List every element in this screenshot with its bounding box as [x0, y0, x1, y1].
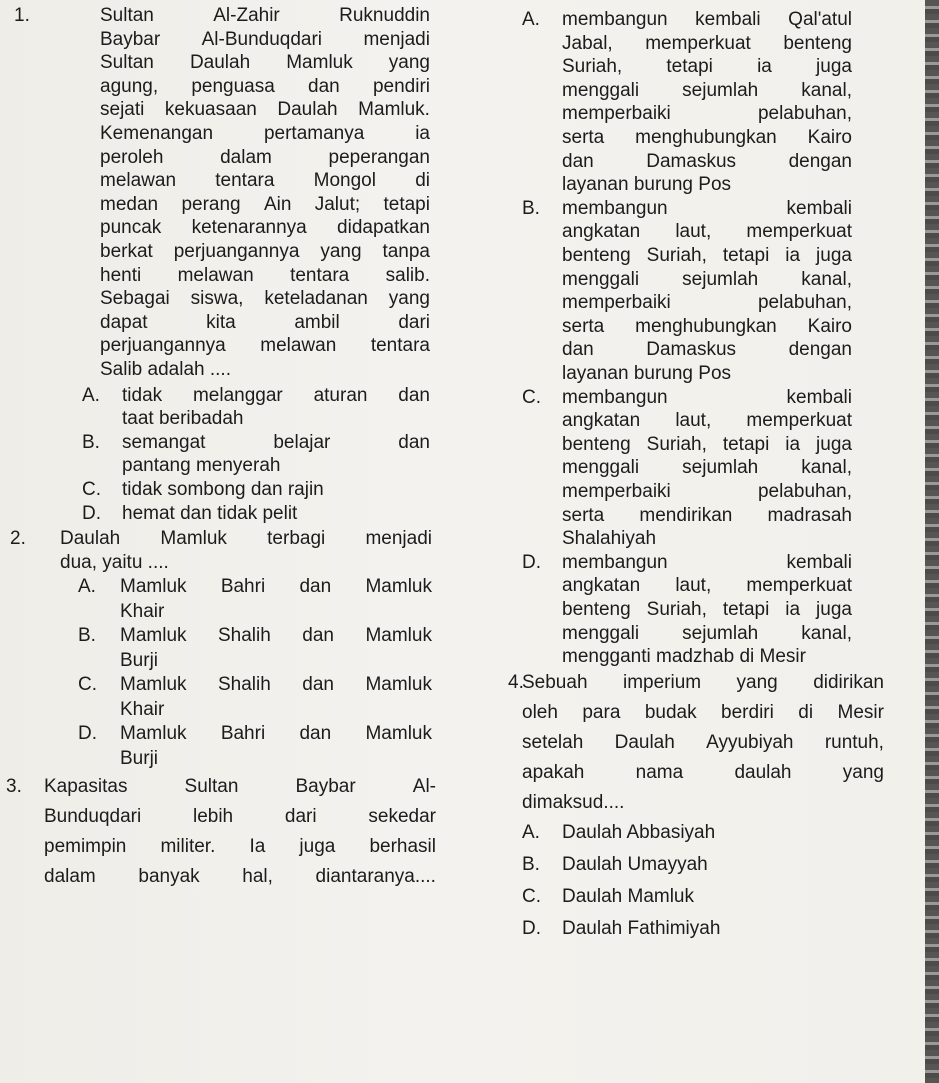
- option-text-line: angkatan laut, memperkuat: [562, 575, 852, 597]
- option-text-line: membangun kembali: [562, 197, 852, 219]
- option-text-line: Daulah Umayyah: [562, 853, 708, 875]
- option-text-line: semangat belajar dan: [122, 431, 430, 453]
- option-text-line: layanan burung Pos: [562, 174, 732, 196]
- option-text-line: memperbaiki pelabuhan,: [562, 103, 852, 125]
- option-text-line: serta menghubungkan Kairo: [562, 315, 852, 337]
- question-text-line: Kemenangan pertamanya ia: [100, 123, 430, 144]
- question-text-line: dapat kita ambil dari: [100, 311, 430, 333]
- option-text-line: Mamluk Shalih dan Mamluk: [120, 674, 432, 696]
- option-text-line: angkatan laut, memperkuat: [562, 221, 852, 243]
- option-text-line: Mamluk Bahri dan Mamluk: [120, 723, 432, 745]
- option-letter: A.: [522, 9, 540, 30]
- option-text-line: benteng Suriah, tetapi ia juga: [562, 599, 852, 620]
- option-letter: C.: [82, 479, 101, 500]
- option-letter: B.: [78, 625, 96, 647]
- option-letter: D.: [522, 917, 541, 939]
- question-text-line: melawan tentara Mongol di: [100, 170, 430, 192]
- question-number: 4.: [508, 671, 524, 693]
- question-text-line: puncak ketenarannya didapatkan: [100, 217, 430, 239]
- option-text-line: menggali sejumlah kanal,: [562, 457, 852, 479]
- option-text-line: pantang menyerah: [122, 455, 281, 477]
- option-text-line: Mamluk Bahri dan Mamluk: [120, 576, 432, 598]
- option-letter: D.: [82, 502, 101, 524]
- option-text-line: tidak melanggar aturan dan: [122, 384, 430, 406]
- option-text-line: membangun kembali: [562, 386, 852, 408]
- question-text-line: peroleh dalam peperangan: [100, 146, 430, 168]
- option-text-line: Burji: [120, 747, 159, 769]
- option-letter: C.: [522, 885, 541, 907]
- question-number: 3.: [6, 776, 22, 798]
- option-text-line: Daulah Abbasiyah: [562, 821, 716, 843]
- question-text-line: Daulah Mamluk terbagi menjadi: [60, 528, 432, 550]
- option-text-line: Khair: [120, 698, 165, 720]
- option-letter: D.: [78, 723, 97, 745]
- option-text-line: Shalahiyah: [562, 528, 657, 550]
- option-text-line: menggali sejumlah kanal,: [562, 622, 852, 644]
- option-letter: C.: [522, 386, 541, 408]
- option-text-line: dan Damaskus dengan: [562, 339, 852, 361]
- question-text-line: Baybar Al-Bunduqdari menjadi: [100, 28, 430, 50]
- option-text-line: mengganti madzhab di Mesir: [562, 646, 806, 668]
- question-number: 1.: [14, 5, 30, 26]
- option-letter: B.: [522, 853, 540, 875]
- question-text-line: Sebagai siswa, keteladanan yang: [100, 288, 430, 310]
- question-text-line: sejati kekuasaan Daulah Mamluk.: [100, 99, 430, 121]
- question-text-line: oleh para budak berdiri di Mesir: [522, 701, 884, 723]
- question-text-line: agung, penguasa dan pendiri: [100, 75, 430, 97]
- option-text-line: Daulah Mamluk: [562, 885, 694, 907]
- question-text-line: perjuangannya melawan tentara: [100, 335, 430, 357]
- option-text-line: Suriah, tetapi ia juga: [562, 56, 852, 78]
- option-text-line: memperbaiki pelabuhan,: [562, 481, 852, 502]
- question-text-line: Sebuah imperium yang didirikan: [522, 671, 884, 693]
- option-text-line: Mamluk Shalih dan Mamluk: [120, 625, 432, 647]
- option-letter: B.: [522, 197, 540, 219]
- question-text-line: berkat perjuangannya yang tanpa: [100, 241, 430, 262]
- question-text-line: dua, yaitu ....: [60, 552, 169, 574]
- option-text-line: tidak sombong dan rajin: [122, 479, 324, 500]
- option-letter: A.: [78, 576, 96, 598]
- option-text-line: hemat dan tidak pelit: [122, 502, 298, 524]
- option-text-line: taat beribadah: [122, 408, 244, 430]
- option-text-line: layanan burung Pos: [562, 363, 732, 384]
- question-number: 2.: [10, 528, 26, 550]
- question-text-line: Sultan Daulah Mamluk yang: [100, 52, 430, 74]
- option-letter: A.: [522, 821, 540, 843]
- option-text-line: benteng Suriah, tetapi ia juga: [562, 245, 852, 266]
- option-text-line: benteng Suriah, tetapi ia juga: [562, 433, 852, 455]
- question-text-line: dalam banyak hal, diantaranya....: [44, 866, 436, 888]
- option-text-line: serta menghubungkan Kairo: [562, 127, 852, 148]
- option-text-line: dan Damaskus dengan: [562, 150, 852, 172]
- question-text-line: apakah nama daulah yang: [522, 761, 884, 783]
- option-letter: A.: [82, 384, 100, 406]
- question-text-line: Sultan Al-Zahir Ruknuddin: [100, 5, 430, 26]
- question-text-line: henti melawan tentara salib.: [100, 264, 430, 286]
- option-letter: D.: [522, 551, 541, 573]
- question-text-line: dimaksud....: [522, 791, 625, 813]
- option-letter: C.: [78, 674, 97, 696]
- option-text-line: angkatan laut, memperkuat: [562, 410, 852, 432]
- option-text-line: membangun kembali: [562, 551, 852, 573]
- option-letter: B.: [82, 431, 100, 453]
- option-text-line: memperbaiki pelabuhan,: [562, 292, 852, 314]
- option-text-line: serta mendirikan madrasah: [562, 504, 852, 526]
- question-text-line: Salib adalah ....: [100, 359, 231, 380]
- option-text-line: Jabal, memperkuat benteng: [562, 32, 852, 54]
- question-text-line: Kapasitas Sultan Baybar Al-: [44, 776, 436, 798]
- question-text-line: setelah Daulah Ayyubiyah runtuh,: [522, 731, 884, 753]
- option-text-line: menggali sejumlah kanal,: [562, 79, 852, 101]
- option-text-line: Khair: [120, 600, 165, 622]
- question-text-line: pemimpin militer. Ia juga berhasil: [44, 836, 436, 858]
- page-edge: [925, 0, 939, 1083]
- option-text-line: menggali sejumlah kanal,: [562, 268, 852, 290]
- option-text-line: membangun kembali Qal'atul: [562, 9, 852, 30]
- option-text-line: Burji: [120, 649, 159, 671]
- option-text-line: Daulah Fathimiyah: [562, 917, 721, 939]
- question-text-line: medan perang Ain Jalut; tetapi: [100, 193, 430, 215]
- question-text-line: Bunduqdari lebih dari sekedar: [44, 806, 436, 828]
